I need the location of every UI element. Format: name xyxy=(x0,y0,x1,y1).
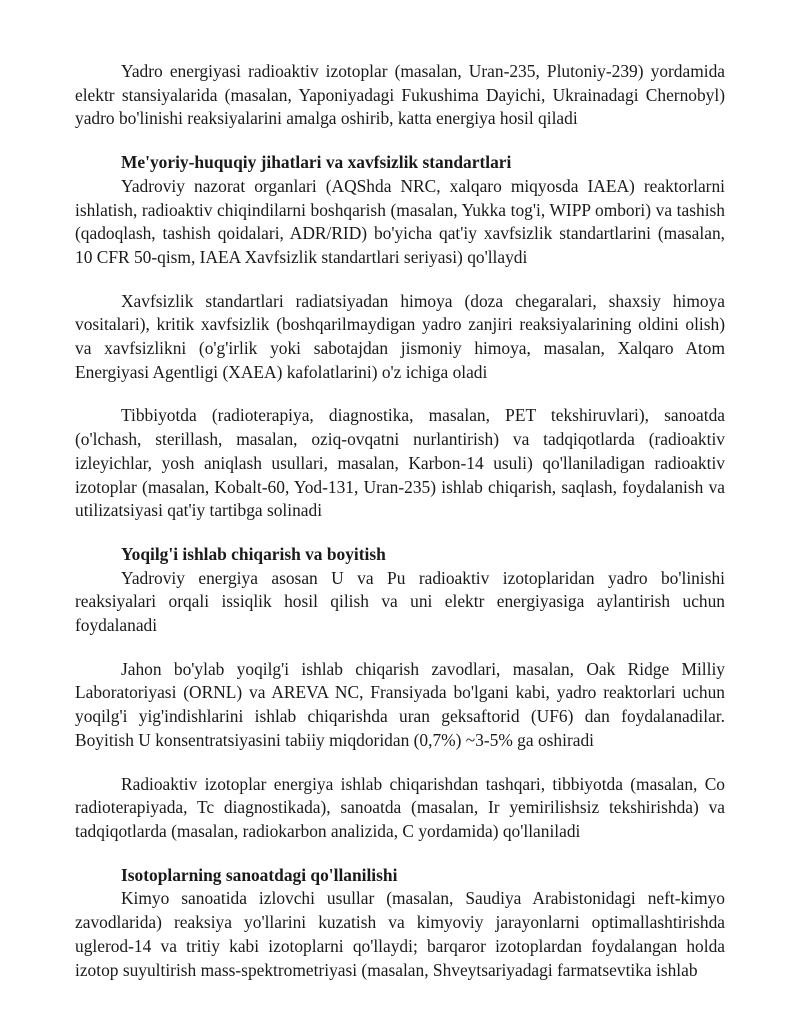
section-heading: Me'yoriy-huquqiy jihatlari va xavfsizlik standartlari xyxy=(121,152,512,173)
paragraph: Jahon bo'ylab yoqilg'i ishlab chiqarish zavodlari, masalan, Oak Ridge Milliy Laboratoriyasi (ORNL) va AREVA NC, Fransiyada bo'lgani kabi, yadro reaktorlari uchun yoqilg'i yig'indishlarini ishlab chiqarishda uran geksaftorid (UF6) dan foydalanadilar. Boyitish U konsentratsiyasini tabiiy miqdoridan (0,7%) ~3-5% ga oshiradi xyxy=(75,658,725,750)
paragraph: Kimyo sanoatida izlovchi usullar (masalan, Saudiya Arabistonidagi neft-kimyo zavodlarida) reaksiya yo'llarini kuzatish va kimyoviy jarayonlarni optimallashtirishda uglerod-14 va tritiy kabi izotoplarni qo'llaydi; barqaror izotoplardan foydalangan holda izotop suyultirish mass-spektrometriyasi (masalan, Shveytsariyadagi farmatsevtika ishlab xyxy=(75,888,725,980)
paragraph: Yadroviy nazorat organlari (AQShda NRC, xalqaro miqyosda IAEA) reaktorlarni ishlatish, radioaktiv chiqindilarni boshqarish (masalan, Yukka tog'i, WIPP ombori) va tashish (qadoqlash, tashish qoidalari, ADR/RID) bo'yicha qat'iy xavfsizlik standartlarini (masalan, 10 CFR 50-qism, IAEA Xavfsizlik standartlari seriyasi) qo'llaydi xyxy=(75,175,725,267)
paragraph: Xavfsizlik standartlari radiatsiyadan himoya (doza chegaralari, shaxsiy himoya vositalari), kritik xavfsizlik (boshqarilmaydigan yadro zanjiri reaksiyalarining oldini olish) va xavfsizlikni (o'g'irlik yoki sabotajdan jismoniy himoya, masalan, Xalqaro Atom Energiyasi Agentligi (XAEA) kafolatlarini) o'z ichiga oladi xyxy=(75,290,725,382)
paragraph: Radioaktiv izotoplar energiya ishlab chiqarishdan tashqari, tibbiyotda (masalan, Co radioterapiyada, Tc diagnostikada), sanoatda (masalan, Ir yemirilishsiz tekshirishda) va tadqiqotlarda (masalan, radiokarbon analizida, C yordamida) qo'llaniladi xyxy=(75,773,725,841)
paragraph: Yadroviy energiya asosan U va Pu radioaktiv izotoplaridan yadro bo'linishi reaksiyalari orqali issiqlik hosil qilish va uni elektr energiyasiga aylantirish uchun foydalanadi xyxy=(75,567,725,636)
section-heading: Isotoplarning sanoatdagi qo'llanilishi xyxy=(121,864,398,885)
paragraph: Yadro energiyasi radioaktiv izotoplar (masalan, Uran-235, Plutoniy-239) yordamida elektr stansiyalarida (masalan, Yaponiyadagi Fukushima Dayichi, Ukrainadagi Chernobyl) yadro bo'linishi reaksiyalarini amalga oshirib, katta energiya hosil qiladi xyxy=(75,61,725,129)
section-heading: Yoqilg'i ishlab chiqarish va boyitish xyxy=(121,543,386,564)
paragraph: Tibbiyotda (radioterapiya, diagnostika, masalan, PET tekshiruvlari), sanoatda (o'lchash, sterillash, masalan, oziq-ovqatni nurlantirish) va tadqiqotlarda (radioaktiv izleyichlar, yosh aniqlash usullari, masalan, Karbon-14 usuli) qo'llaniladigan radioaktiv izotoplar (masalan, Kobalt-60, Yod-131, Uran-235) ishlab chiqarish, saqlash, foydalanish va utilizatsiyasi qat'iy tartibga solinadi xyxy=(75,405,725,521)
